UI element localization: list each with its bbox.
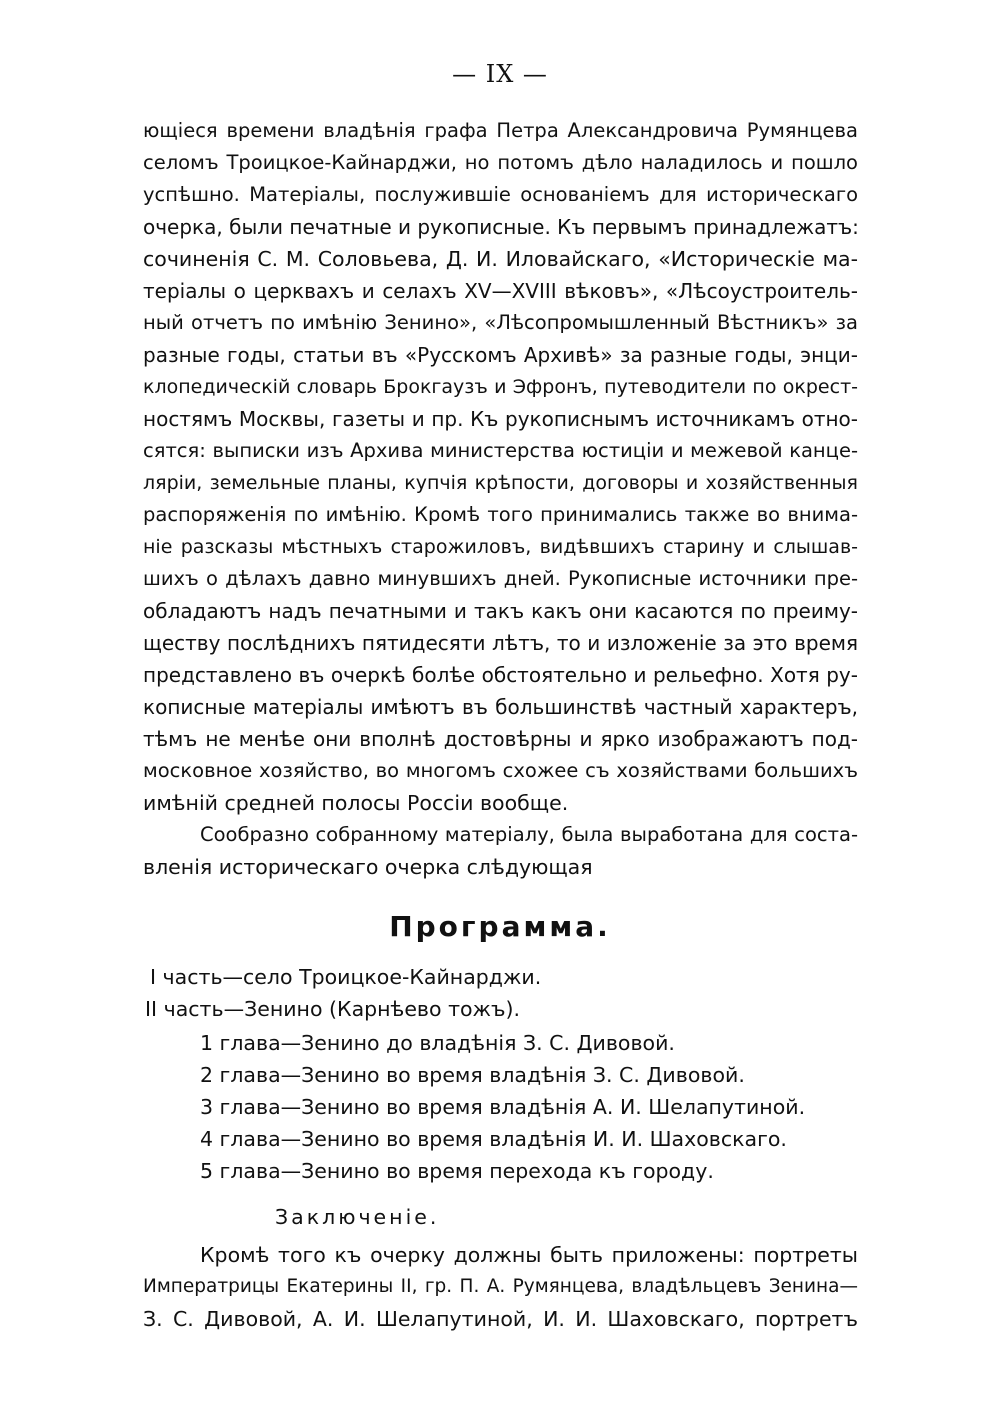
text-line: Императрицы Екатерины II, гр. П. А. Румянцева, владѣльцевъ Зенина— (143, 1276, 858, 1297)
text-line: очерка, были печатные и рукописные. Къ первымъ принадлежатъ: (143, 215, 859, 239)
text-line: обладаютъ надъ печатными и такъ какъ они касаются по преиму- (143, 599, 858, 623)
text-line: ющіеся времени владѣнія графа Петра Александровича Румянцева (143, 119, 858, 142)
outline-chapter: 3 глава—Зенино во время владѣнія А. И. Шелапутиной. (200, 1095, 806, 1119)
text-line: ществу послѣднихъ пятидесяти лѣтъ, то и изложеніе за это время (143, 631, 858, 655)
text-line: сятся: выписки изъ Архива министерства юстиціи и межевой канце- (143, 439, 858, 462)
text-line: сочиненія С. М. Соловьева, Д. И. Иловайскаго, «Историческіе ма- (143, 247, 858, 271)
outline-chapter: 4 глава—Зенино во время владѣнія И. И. Шаховскаго. (200, 1127, 787, 1151)
outline-part-2: II часть—Зенино (Карнѣево тожъ). (145, 997, 521, 1021)
text-line: Сообразно собранному матеріалу, была выработана для соста- (200, 823, 858, 846)
text-line: московное хозяйство, во многомъ схожее съ хозяйствами большихъ (143, 759, 858, 782)
text-line: ляріи, земельные планы, купчія крѣпости, договоры и хозяйственныя (143, 472, 858, 494)
text-line: теріалы о церквахъ и селахъ XV—XVIII вѣковъ», «Лѣсоустроитель- (143, 279, 858, 303)
text-line: кописные матеріалы имѣютъ въ большинствѣ частный характеръ, (143, 695, 858, 719)
outline-chapter: 5 глава—Зенино во время перехода къ городу. (200, 1159, 714, 1183)
text-line: ный отчетъ по имѣнію Зенино», «Лѣсопромышленный Вѣстникъ» за (143, 311, 858, 334)
text-line: представлено въ очеркѣ болѣе обстоятельно и рельефно. Хотя ру- (143, 663, 858, 687)
text-line: тѣмъ не менѣе они вполнѣ достовѣрны и ярко изображаютъ под- (143, 727, 858, 751)
text-line: разные годы, статьи въ «Русскомъ Архивѣ» за разные годы, энци- (143, 343, 858, 367)
text-line: имѣній средней полосы Россіи вообще. (143, 791, 569, 815)
section-heading: Программа. (389, 910, 611, 943)
text-line: успѣшно. Матеріалы, послужившіе основаніемъ для историческаго (143, 183, 858, 206)
text-line: ніе разсказы мѣстныхъ старожиловъ, видѣвшихъ старину и слышав- (143, 536, 858, 558)
text-line: вленія историческаго очерка слѣдующая (143, 855, 593, 879)
text-line: распоряженія по имѣнію. Кромѣ того принимались также во внима- (143, 503, 858, 526)
text-line: З. С. Дивовой, А. И. Шелапутиной, И. И. Шаховскаго, портретъ (143, 1307, 858, 1331)
text-line: ностямъ Москвы, газеты и пр. Къ рукописнымъ источникамъ отно- (143, 407, 858, 431)
text-line: шихъ о дѣлахъ давно минувшихъ дней. Рукописные источники пре- (143, 567, 858, 590)
page-number: — IX — (452, 60, 548, 88)
outline-part-1: I часть—село Троицкое-Кайнарджи. (150, 965, 542, 989)
text-line: селомъ Троицкое-Кайнарджи, но потомъ дѣло наладилось и пошло (143, 151, 858, 174)
text-line: Кромѣ того къ очерку должны быть приложены: портреты (200, 1243, 858, 1267)
outline-chapter: 1 глава—Зенино до владѣнія З. С. Дивовой. (200, 1031, 675, 1055)
outline-conclusion: Заключеніе. (275, 1205, 440, 1229)
outline-chapter: 2 глава—Зенино во время владѣнія З. С. Дивовой. (200, 1063, 745, 1087)
text-line: клопедическій словарь Брокгаузъ и Эфронъ, путеводители по окрест- (143, 376, 858, 398)
